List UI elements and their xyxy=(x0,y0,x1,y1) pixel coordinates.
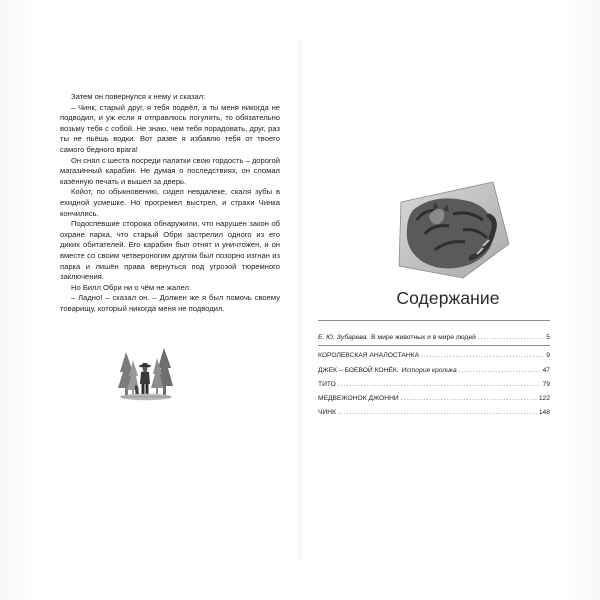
paragraph: Подоспевшие сторожа обнаружили, что нарушен закон об охране парка, что старый Обри застрелил одного из его диких обитателей. Его карабин был отнят и уничтожен, и он вместе со своим четвероногим другом был позорно изгнан из парка и лишён права вернуться под угрозой тюремного заключения. xyxy=(60,219,280,282)
toc-entry-title: В мире животных и в мире людей xyxy=(371,334,476,341)
toc-entry xyxy=(318,407,550,418)
toc-entry-page: 5 xyxy=(546,334,550,341)
toc-leader-dots xyxy=(421,350,544,361)
toc-entry-subtitle: История кролика xyxy=(401,367,457,374)
toc-entry-page: 47 xyxy=(542,367,550,374)
toc-entry xyxy=(318,379,550,390)
toc-leader-dots xyxy=(338,407,537,418)
paragraph: – Чинк, старый друг, я тебя подвёл, а ты меня никогда не подводил, и уж если я отправлюсь погулять, то обязательно возьму тебя с собой. Не знаю, чем тебя порадовать, друг, раз ты не пьёшь водки. Вот разве я избавлю тебя от твоего самого бедного врага! xyxy=(60,102,280,154)
toc-entry-title: МЕДВЕЖОНОК ДЖОННИ xyxy=(318,395,399,402)
toc-entry xyxy=(318,365,550,376)
toc-title: Содержание xyxy=(396,288,500,308)
toc-entry-author: Е. Ю. Зубарева. xyxy=(318,334,369,341)
paragraph: Затем он повернулся к нему и сказал: xyxy=(71,92,206,101)
toc-leader-dots xyxy=(478,332,544,343)
paragraph: Но Билл Обри ни о чём не жалел. xyxy=(71,282,192,292)
toc-leader-dots xyxy=(338,379,541,390)
man-and-dog-in-forest-illustration xyxy=(118,342,174,404)
toc-entry-title: ЧИНК xyxy=(318,409,336,416)
toc-entry-page: 122 xyxy=(538,395,550,402)
toc-entry-page: 9 xyxy=(546,352,550,359)
toc-top-rule xyxy=(318,320,550,321)
toc-leader-dots xyxy=(459,365,541,376)
sleeping-cat-illustration xyxy=(393,180,511,282)
toc-entry xyxy=(318,393,550,404)
paragraph: Он снял с шеста посреди палатки свою гордость – дорогой магазинный карабин. Не думая о последствиях, он сломал казённую печать и вышел за дверь. xyxy=(60,155,280,186)
toc-entry-title: ТИТО xyxy=(318,381,336,388)
toc-leader-dots xyxy=(401,393,537,404)
paragraph: Койот, по обыкновению, сидел невдалеке, скаля зубы в ехидной усмешке. Но прогремел выстрел, и страхи Чинка кончились. xyxy=(60,187,280,218)
toc-entry-title: КОРОЛЕВСКАЯ АНАЛОСТАНКА xyxy=(318,352,420,359)
book-gutter xyxy=(297,40,303,560)
toc-entry-page: 79 xyxy=(542,381,550,388)
left-page-text xyxy=(60,92,280,314)
toc-entry xyxy=(318,350,550,361)
toc-entry-page: 148 xyxy=(538,409,550,416)
toc-divider xyxy=(318,345,550,346)
toc-entry xyxy=(318,332,550,343)
toc-entry-title: ДЖЕК – БОЕВОЙ КОНЁК. xyxy=(318,367,399,374)
paragraph: – Ладно! – сказал он. – Должен же я был помочь своему товарищу, который никогда меня не подводил. xyxy=(60,293,280,313)
